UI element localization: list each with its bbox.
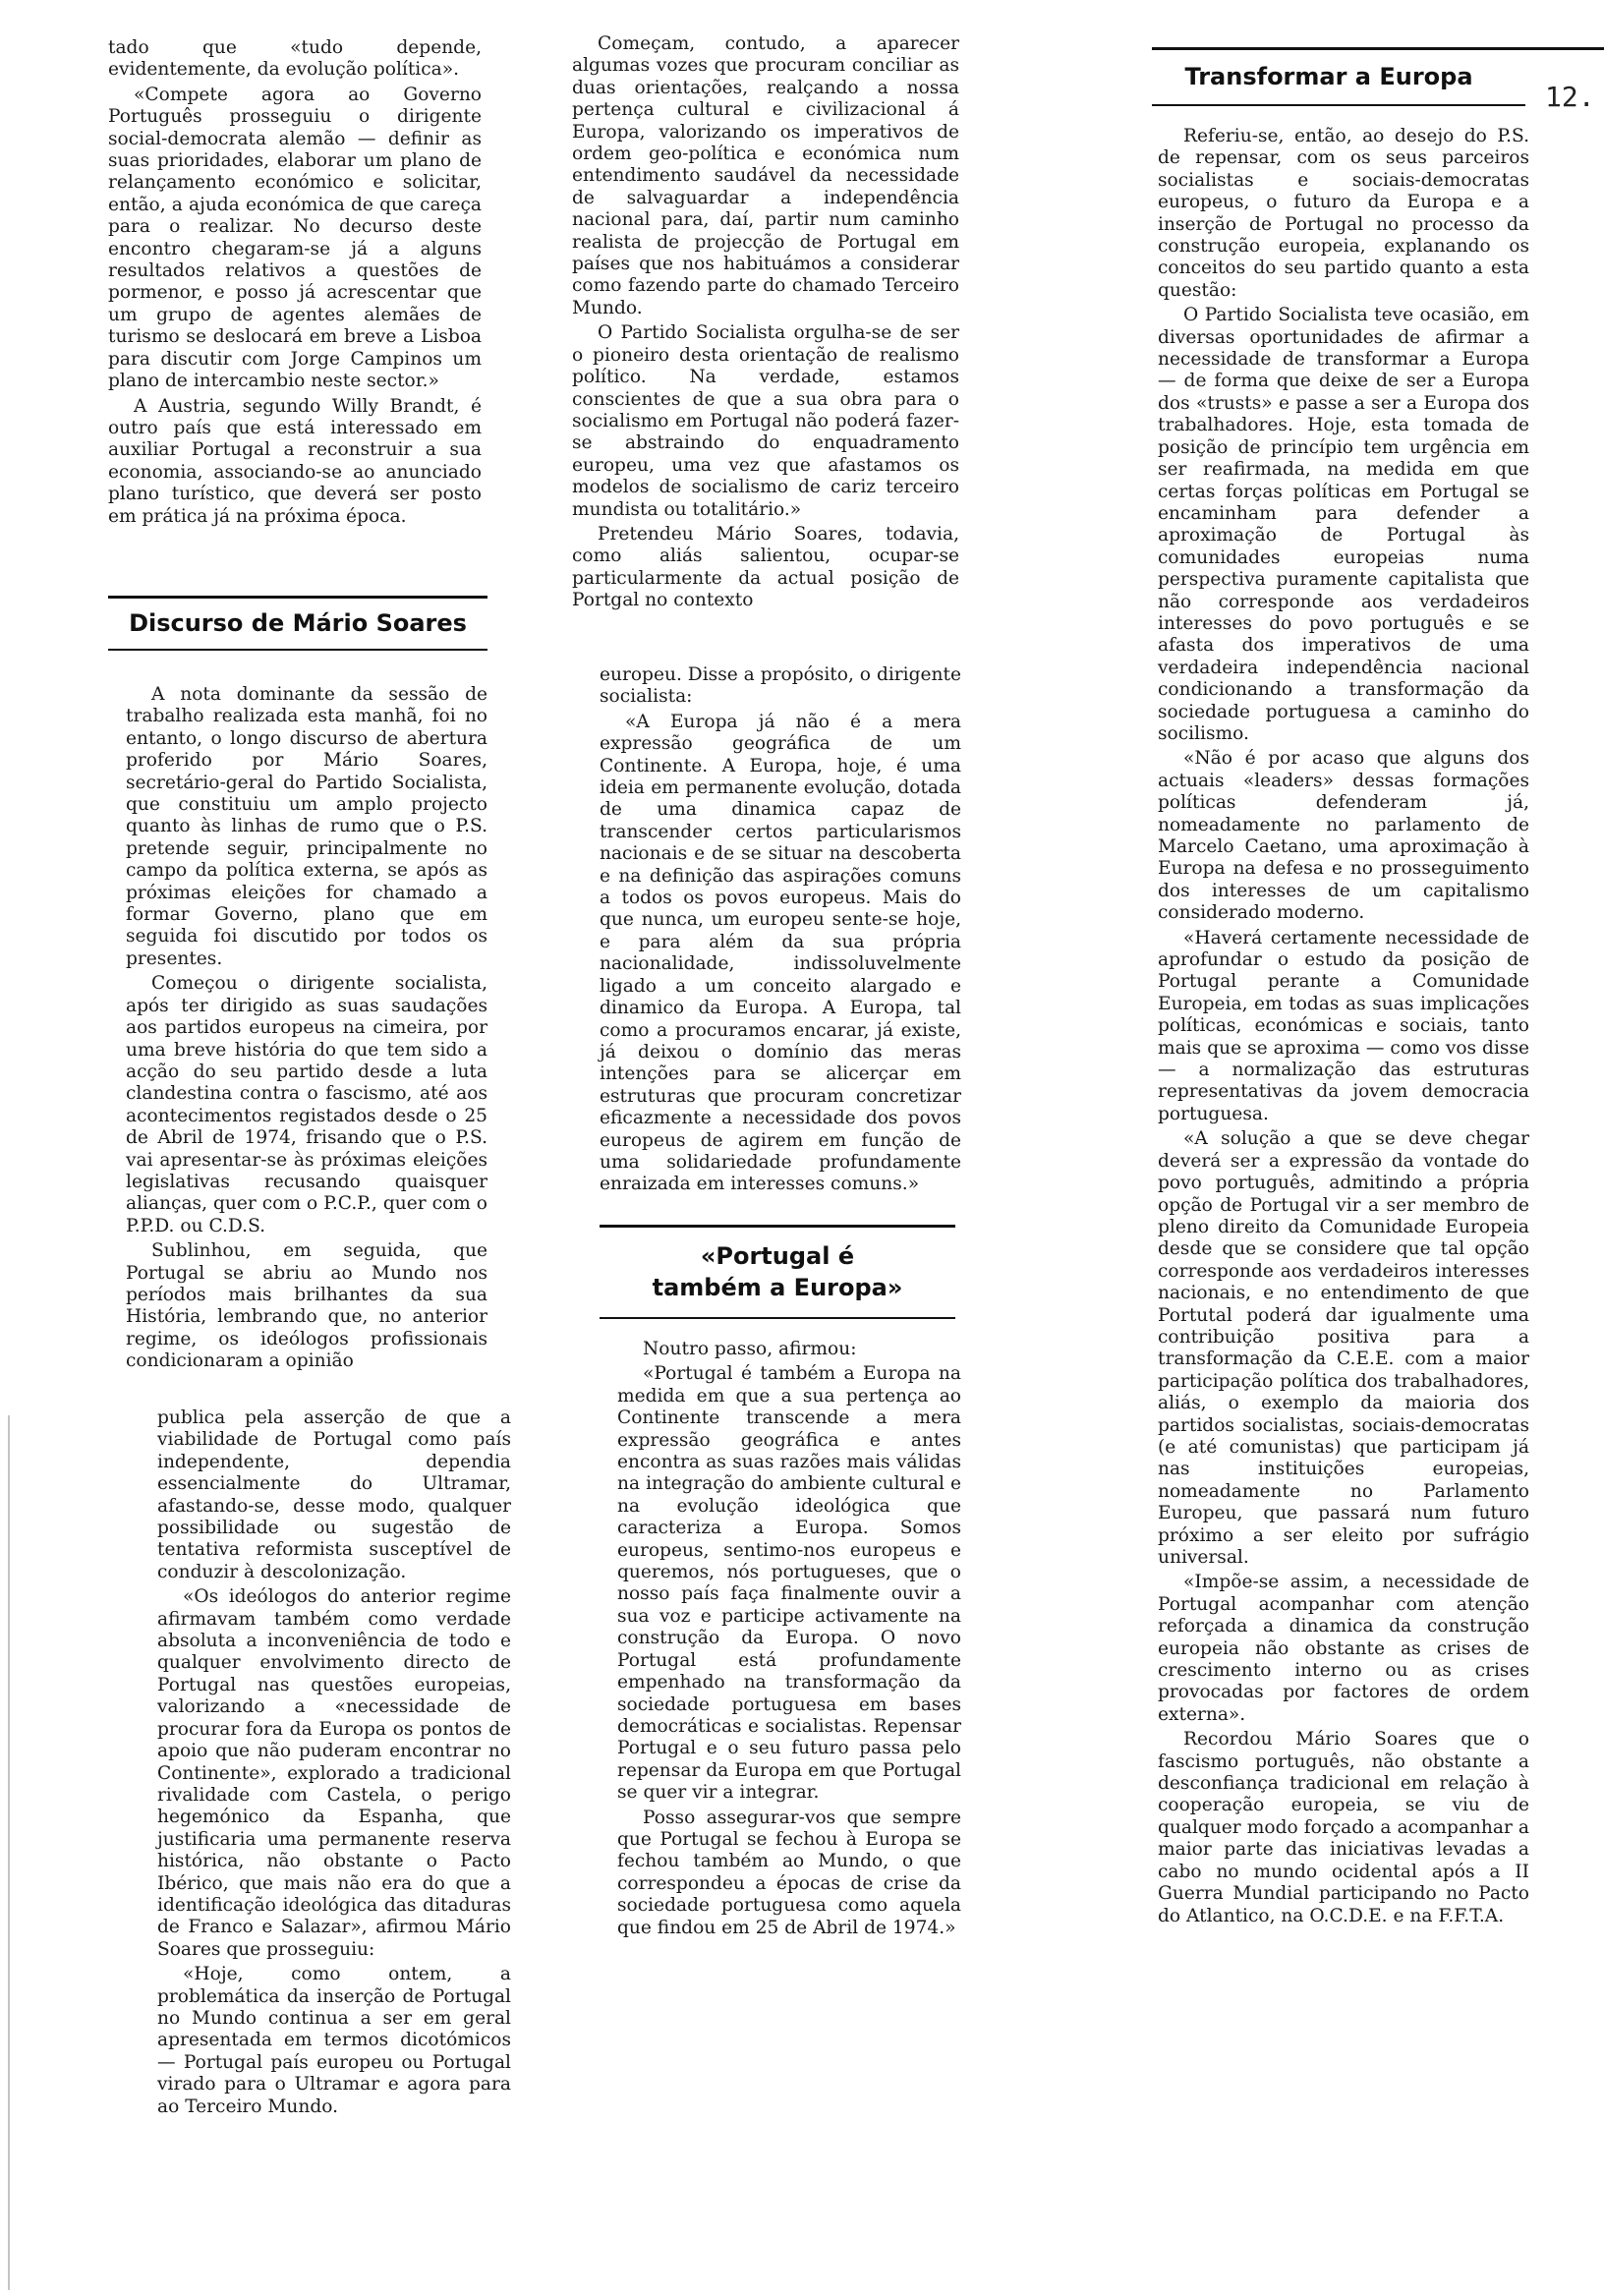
paragraph: publica pela asserção de que a viabilidade de Portugal como país independente, dependia essencialmente do Ultramar, afastando-se, desse modo, qualquer possibilidade ou sugestão de tentativa reformista susceptível de conduzir à descolonização.	[157, 1407, 511, 1582]
paragraph: Sublinhou, em seguida, que Portugal se abriu ao Mundo nos períodos mais brilhantes da sua História, lembrando que, no anterior regime, os ideólogos profissionais condicionaram a opinião	[126, 1240, 487, 1372]
paragraph: europeu. Disse a propósito, o dirigente socialista:	[600, 664, 961, 708]
paragraph: Começou o dirigente socialista, após ter dirigido as suas saudações aos partidos europeus na cimeira, por uma breve história do que tem sido a acção do seu partido desde a luta clandestina contra o fascismo, até aos acontecimentos registados desde o 25 de Abril de 1974, frisando que o P.S. vai apresentar-se às próximas eleições legislativas recusando quaisquer alianças, quer com o P.C.P., quer com o P.P.D. ou C.D.S.	[126, 973, 487, 1236]
section-heading: Discurso de Mário Soares	[129, 609, 467, 637]
paragraph: Começam, contudo, a aparecer algumas vozes que procuram conciliar as duas orientações, realçando a nossa pertença cultural e civilizacional á Europa, valorizando os imperativos de ordem geo-política e económica num entendimento saudável da necessidade de salvaguardar a independência nacional para, daí, partir num caminho realista de projecção de Portugal em países que nos habituámos a considerar como fazendo parte do chamado Terceiro Mundo.	[572, 33, 959, 318]
paragraph: Noutro passo, afirmou:	[643, 1339, 857, 1359]
column-2-mid	[600, 664, 961, 1199]
paragraph: «A solução a que se deve chegar deverá ser a expressão da vontade do povo português, admitindo a própria opção de Portugal vir a ser membro de pleno direito da Comunidade Europeia desde que se considere que tal opção corresponde aos verdadeiros interesses nacionais, e no entendimento de que Portutal poderá dar igualmente uma contribuição positiva para a transformação da C.E.E. com a maior participação política dos trabalhadores, aliás, o exemplo da maioria dos partidos socialistas, sociais-democratas (e até comunistas) que participam já nas instituições europeias, nomeadamente no Parlamento Europeu, que passará num futuro próximo a ser eleito por sufrágio universal.	[1158, 1128, 1529, 1568]
paragraph: «Os ideólogos do anterior regime afirmavam também como verdade absoluta a inconveniência de todo e qualquer envolvimento directo de Portugal nas questões europeias, valorizando a «necessidade de procurar fora da Europa os pontos de apoio que não puderam encontrar no Continente», explorado a tradicional rivalidade com Castela, o perigo hegemónico da Espanha, que justificaria uma permanente reserva histórica, não obstante o Pacto Ibérico, que mais não era do que a identificação ideológica das ditaduras de Franco e Salazar», afirmou Mário Soares que prosseguiu:	[157, 1586, 511, 1960]
column-2-top	[572, 33, 959, 615]
paragraph: «Portugal é também a Europa na medida em que a sua pertença ao Continente transcende a mera expressão geográfica e antes encontra as suas razões mais válidas na integração do ambiente cultural e na evolução ideológica que caracteriza a Europa. Somos europeus, sentimo-nos europeus e queremos, nós portugueses, que o nosso país faça finalmente ouvir a sua voz e participe activamente na construção da Europa. O novo Portugal está profundamente empenhado na transformação da sociedade portuguesa em bases democráticas e socialistas. Repensar Portugal e o seu futuro passa pelo repensar da Europa em que Portugal se quer vir a integrar.	[617, 1363, 961, 1804]
column-1-top	[108, 37, 482, 531]
column-2-body	[617, 1339, 961, 1942]
section-heading: Transformar a Europa	[1184, 63, 1473, 90]
section-rule	[1152, 104, 1525, 106]
paragraph: «A Europa já não é a mera expressão geográfica de um Continente. A Europa, hoje, é uma ideia em permanente evolução, dotada de uma dinamica capaz de transcender certos particularismos nacionais e de se situar na descoberta e na definição das aspirações comuns a todos os povos europeus. Mais do que nunca, um europeu sente-se hoje, e para além da sua própria nacionalidade, indissoluvelmente ligado a um conceito alargado e dinamico da Europa. A Europa, tal como a procuramos encarar, já existe, já deixou o domínio das meras intenções para se alicerçar em estruturas que procuram concretizar eficazmente a necessidade dos povos europeus de agirem em função de uma solidariedade profundamente enraizada em interesses comuns.»	[600, 711, 961, 1195]
column-3-body	[1158, 126, 1529, 1930]
paragraph: «Haverá certamente necessidade de aprofundar o estudo da posição de Portugal perante a Comunidade Europeia, em todas as suas implicações políticas, económicas e sociais, tanto mais que se aproxima — como vos disse — a normalização das estruturas representativas da jovem democracia portuguesa.	[1158, 927, 1529, 1124]
paragraph: Pretendeu Mário Soares, todavia, como aliás salientou, ocupar-se particularmente da actual posição de Portgal no contexto	[572, 523, 959, 611]
paragraph: A nota dominante da sessão de trabalho realizada esta manhã, foi no entanto, o longo discurso de abertura proferido por Mário Soares, secretário-geral do Partido Socialista, que constituiu um amplo projecto quanto às linhas de rumo que o P.S. pretende seguir, principalmente no campo da política externa, se após as próximas eleições for chamado a formar Governo, plano que em seguida foi discutido por todos os presentes.	[126, 684, 487, 969]
section-rule	[600, 1317, 955, 1319]
section-rule	[108, 596, 487, 599]
paragraph: O Partido Socialista orgulha-se de ser o pioneiro desta orientação de realismo político. Na verdade, estamos conscientes de que a sua obra para o socialismo em Portugal não poderá fazer-se abstraindo do enquadramento europeu, uma vez que afastamos os modelos de socialismo de cariz terceiro mundista ou totalitário.»	[572, 322, 959, 520]
paragraph: Recordou Mário Soares que o fascismo português, não obstante a desconfiança tradicional em relação à cooperação europeia, se viu de qualquer modo forçado a acompanhar a maior parte das iniciativas levadas a cabo no mundo ocidental após a II Guerra Mundial participando no Pacto do Atlantico, na O.C.D.E. e na F.F.T.A.	[1158, 1729, 1529, 1926]
paragraph: O Partido Socialista teve ocasião, em diversas oportunidades de afirmar a necessidade de transformar a Europa — de forma que deixe de ser a Europa dos «trusts» e passe a ser a Europa dos trabalhadores. Hoje, esta tomada de posição de princípio tem urgência em ser reafirmada, na medida em que certas forças políticas em Portugal se encaminham para defender a aproximação de Portugal às comunidades europeias numa perspectiva puramente capitalista que não corresponde aos verdadeiros interesses do povo português e se afasta dos imperativos de uma verdadeira independência nacional condicionando a transformação da sociedade portuguesa a caminho do socilismo.	[1158, 305, 1529, 744]
paragraph: «Compete agora ao Governo Português prosseguiu o dirigente social-democrata alemão — definir as suas prioridades, elaborar um plano de relançamento económico e solicitar, então, a ajuda económica de que careça para o realizar. No decurso deste encontro chegaram-se já a alguns resultados relativos a questões de pormenor, e posso já acrescentar que um grupo de agentes alemães de turismo se deslocará em breve a Lisboa para discutir com Jorge Campinos um plano de intercambio neste sector.»	[108, 84, 482, 392]
paragraph: «Impõe-se assim, a necessidade de Portugal acompanhar com atenção reforçada a dinamica da construção europeia não obstante as crises de crescimento interno ou as crises provocadas por factores de ordem externa».	[1158, 1572, 1529, 1725]
column-1-continued	[157, 1407, 511, 2121]
paragraph: «Não é por acaso que alguns dos actuais «leaders» dessas formações políticas defenderam já, nomeadamente no parlamento de Marcelo Caetano, uma aproximação à Europa na defesa e no prosseguimento dos interesses de um capitalismo considerado moderno.	[1158, 748, 1529, 924]
paragraph: A Austria, segundo Willy Brandt, é outro país que está interessado em auxiliar Portugal a reconstruir a sua economia, associando-se ao anunciado plano turístico, que deverá ser posto em prática já na próxima época.	[108, 395, 482, 527]
paragraph: tado que «tudo depende, evidentemente, da evolução política».	[108, 37, 482, 81]
scan-edge-mark	[8, 1415, 10, 2290]
paragraph: «Hoje, como ontem, a problemática da inserção de Portugal no Mundo continua a ser em geral apresentada em termos dicotómicos — Portugal país europeu ou Portugal virado para o Ultramar e agora para ao Terceiro Mundo.	[157, 1964, 511, 2117]
section-rule	[600, 1225, 955, 1228]
paragraph: Posso assegurar-vos que sempre que Portugal se fechou à Europa se fechou também ao Mundo, o que correspondeu a épocas de crise da sociedade portuguesa como aquela que findou em 25 de Abril de 1974.»	[617, 1807, 961, 1938]
section-rule	[108, 649, 487, 651]
section-rule	[1152, 47, 1604, 50]
page-number: 12.	[1545, 81, 1595, 113]
paragraph: Referiu-se, então, ao desejo do P.S. de repensar, com os seus parceiros socialistas e sociais-democratas europeus, o futuro da Europa e a inserção de Portugal no processo da construção europeia, explanando os conceitos do seu partido quanto a esta questão:	[1158, 126, 1529, 301]
column-1-body	[126, 684, 487, 1376]
section-heading: «Portugal é também a Europa»	[652, 1242, 903, 1301]
